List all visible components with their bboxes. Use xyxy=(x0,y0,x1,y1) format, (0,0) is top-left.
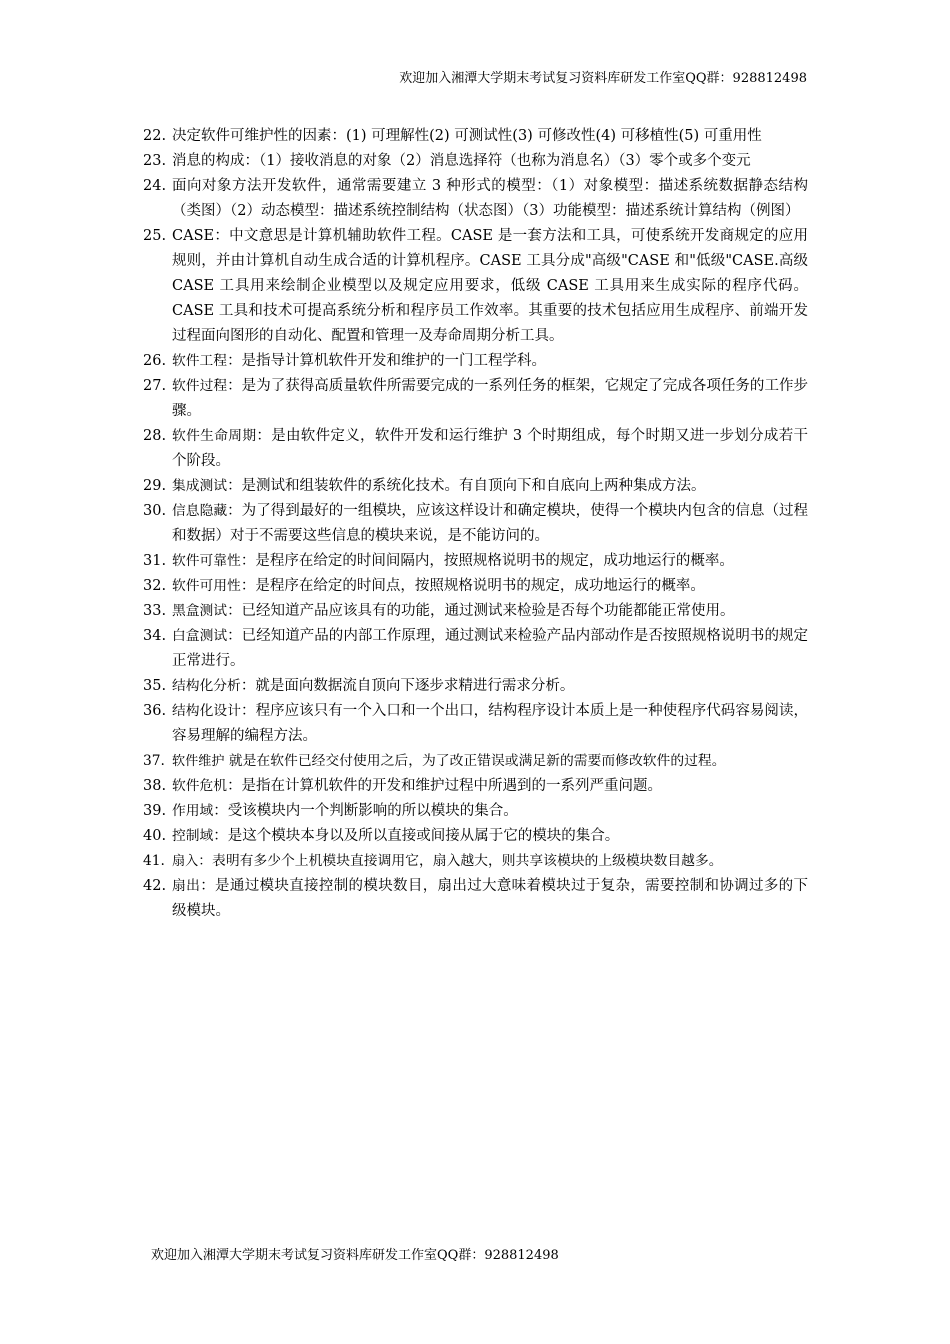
list-item-34 xyxy=(143,624,808,674)
item-body xyxy=(172,749,808,774)
item-body xyxy=(172,424,808,474)
item-body xyxy=(172,374,808,424)
item-text: ：表明有多少个上机模块直接调用它，扇入越大，则共享该模块的上级模块数目越多。 xyxy=(198,853,723,869)
item-term: 扇入 xyxy=(172,854,199,869)
list-item-22 xyxy=(143,124,808,149)
item-text: ：是指导计算机软件开发和维护的一门工程学科。 xyxy=(227,353,547,369)
item-text: ：是这个模块本身以及所以直接或间接从属于它的模块的集合。 xyxy=(213,828,620,844)
item-body xyxy=(172,849,808,874)
item-number: 36. xyxy=(143,703,167,719)
item-term: 软件危机 xyxy=(172,778,228,794)
item-body xyxy=(172,599,808,624)
item-body xyxy=(172,574,808,599)
item-number: 40. xyxy=(143,828,167,844)
item-term: 软件生命周期 xyxy=(172,428,257,444)
item-number: 34. xyxy=(143,628,167,644)
item-text: 面向对象方法开发软件，通常需要建立 3 种形式的模型：（1）对象模型：描述系统数据静态结构（类图）（2）动态模型：描述系统控制结构（状态图）（3）功能模型：描述系统计算结构（例图） xyxy=(172,178,808,219)
item-text: ：是通过模块直接控制的模块数目，扇出过大意味着模块过于复杂，需要控制和协调过多的下级模块。 xyxy=(172,878,809,919)
item-body xyxy=(172,824,808,849)
item-text: 决定软件可维护性的因素：(1) 可理解性(2) 可测试性(3) 可修改性(4) 可移植性(5) 可重用性 xyxy=(172,128,762,144)
item-text: 消息的构成：（1）接收消息的对象（2）消息选择符（也称为消息名）（3）零个或多个变元 xyxy=(172,153,751,169)
item-term: 白盒测试 xyxy=(172,628,228,644)
list-item-38 xyxy=(143,774,808,799)
item-text: CASE：中文意思是计算机辅助软件工程。CASE 是一套方法和工具，可使系统开发商规定的应用规则，并由计算机自动生成合适的计算机程序。CASE 工具分成"高级"CASE 和"低级"CASE.高级 CASE 工具用来绘制企业模型以及规定应用要求，低级 CASE 工具用来生成实际的程序代码。CASE 工具和技术可提高系统分析和程序员工作效率。其重要的技术包括应用生成程序、前端开发过程面向图形的自动化、配置和管理一及寿命周期分析工具。 xyxy=(172,228,808,344)
list-item-41 xyxy=(143,849,808,874)
item-number: 25. xyxy=(143,228,167,244)
item-number: 26. xyxy=(143,353,167,369)
item-number: 35. xyxy=(143,678,167,694)
list-item-25 xyxy=(143,224,808,349)
item-number: 27. xyxy=(143,378,167,394)
list-item-27 xyxy=(143,374,808,424)
item-body xyxy=(172,499,808,549)
item-term: 软件维护 xyxy=(172,754,225,769)
item-text: ：是为了获得高质量软件所需要完成的一系列任务的框架，它规定了完成各项任务的工作步骤。 xyxy=(172,378,809,419)
item-text: ：就是面向数据流自顶向下逐步求精进行需求分析。 xyxy=(240,678,575,694)
item-term: 结构化设计 xyxy=(172,703,242,719)
list-item-39 xyxy=(143,799,808,824)
item-text: ：是程序在给定的时间点，按照规格说明书的规定，成功地运行的概率。 xyxy=(240,578,705,594)
item-number: 41. xyxy=(143,853,165,869)
item-number: 24. xyxy=(143,178,167,194)
item-body xyxy=(172,624,808,674)
item-body xyxy=(172,874,808,924)
item-number: 30. xyxy=(143,503,167,519)
list-item-36 xyxy=(143,699,808,749)
item-number: 28. xyxy=(143,428,167,444)
item-number: 23. xyxy=(143,153,167,169)
item-text: 就是在软件已经交付使用之后，为了改正错误或满足新的需要而修改软件的过程。 xyxy=(224,753,726,769)
list-item-32 xyxy=(143,574,808,599)
list-item-24 xyxy=(143,174,808,224)
item-number: 33. xyxy=(143,603,167,619)
item-text: ：是指在计算机软件的开发和维护过程中所遇到的一系列严重问题。 xyxy=(227,778,663,794)
list-item-28 xyxy=(143,424,808,474)
item-term: 结构化分析 xyxy=(172,678,241,694)
item-term: 黑盒测试 xyxy=(172,603,228,619)
item-number: 32. xyxy=(143,578,167,594)
item-term: 扇出 xyxy=(172,878,201,894)
item-body xyxy=(172,674,808,699)
list-item-29 xyxy=(143,474,808,499)
item-body xyxy=(172,774,808,799)
list-item-37 xyxy=(143,749,808,774)
item-text: ：为了得到最好的一组模块，应该这样设计和确定模块，使得一个模块内包含的信息（过程和数据）对于不需要这些信息的模块来说，是不能访问的。 xyxy=(172,503,809,544)
item-text: ：是由软件定义，软件开发和运行维护 3 个时期组成，每个时期又进一步划分成若干个阶段。 xyxy=(172,428,808,469)
item-number: 29. xyxy=(143,478,167,494)
item-term: 作用域 xyxy=(172,803,214,819)
item-term: 软件过程 xyxy=(172,378,228,394)
item-text: ：是程序在给定的时间间隔内，按照规格说明书的规定，成功地运行的概率。 xyxy=(240,553,734,569)
list-item-23 xyxy=(143,149,808,174)
item-body xyxy=(172,549,808,574)
list-item-35 xyxy=(143,674,808,699)
item-number: 31. xyxy=(143,553,167,569)
item-term: 软件可靠性 xyxy=(172,553,241,569)
list-item-31 xyxy=(143,549,808,574)
list-item-42 xyxy=(143,874,808,924)
item-number: 39. xyxy=(143,803,167,819)
item-term: 集成测试 xyxy=(172,478,228,494)
item-text: ：已经知道产品的内部工作原理，通过测试来检验产品内部动作是否按照规格说明书的规定正常进行。 xyxy=(172,628,809,669)
item-number: 22. xyxy=(143,128,167,144)
item-text: ：程序应该只有一个入口和一个出口，结构程序设计本质上是一种使程序代码容易阅读，容易理解的编程方法。 xyxy=(172,703,809,744)
page-footer: 欢迎加入湘潭大学期末考试复习资料库研发工作室QQ群：928812498 xyxy=(151,1248,559,1263)
item-body xyxy=(172,799,808,824)
list-item-40 xyxy=(143,824,808,849)
item-number: 37. xyxy=(143,753,165,769)
item-text: ：是测试和组装软件的系统化技术。有自顶向下和自底向上两种集成方法。 xyxy=(227,478,706,494)
item-text: ：已经知道产品应该具有的功能，通过测试来检验是否每个功能都能正常使用。 xyxy=(227,603,735,619)
item-term: 软件可用性 xyxy=(172,578,241,594)
item-number: 42. xyxy=(143,878,167,894)
item-term: 软件工程 xyxy=(172,353,228,369)
item-term: 控制域 xyxy=(172,828,214,844)
item-text: ：受该模块内一个判断影响的所以模块的集合。 xyxy=(213,803,518,819)
item-number: 38. xyxy=(143,778,167,794)
definition-list xyxy=(143,124,808,924)
list-item-30 xyxy=(143,499,808,549)
list-item-33 xyxy=(143,599,808,624)
list-item-26 xyxy=(143,349,808,374)
item-term: 信息隐藏 xyxy=(172,503,228,519)
page-header: 欢迎加入湘潭大学期末考试复习资料库研发工作室QQ群：928812498 xyxy=(399,71,807,86)
item-body xyxy=(172,474,808,499)
item-body xyxy=(172,699,808,749)
item-body xyxy=(172,349,808,374)
